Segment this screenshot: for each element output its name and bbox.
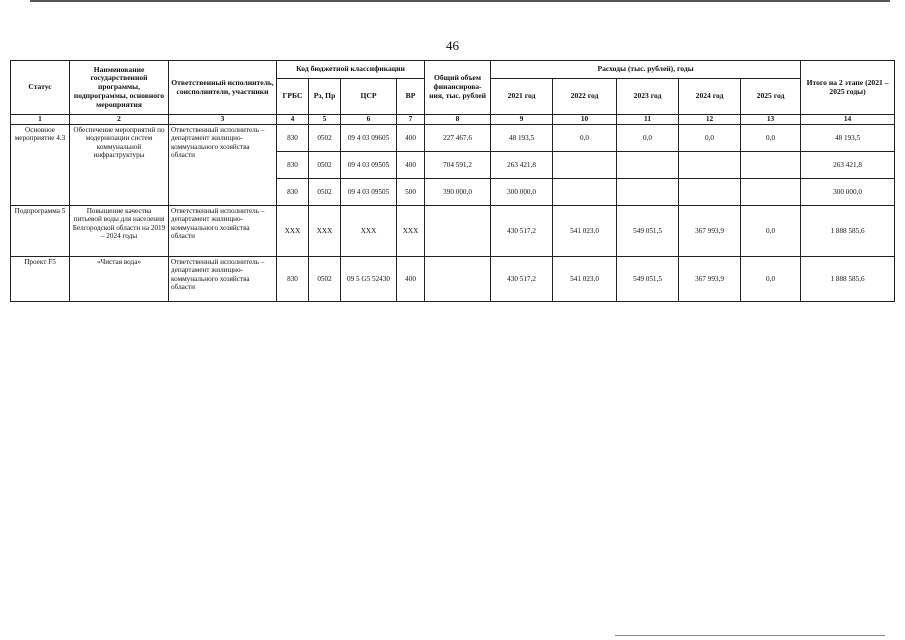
y2024-cell: 0,0	[679, 125, 741, 152]
header-row-1	[11, 61, 895, 79]
rz-pr-cell: 0502	[309, 152, 341, 179]
table-row-subprogram-5	[11, 206, 895, 257]
sum-cell: 48 193,5	[801, 125, 895, 152]
table-row-measure-4-3-line-1	[11, 125, 895, 152]
total-cell	[425, 206, 491, 257]
col-num: 3	[169, 115, 277, 125]
header-2025: 2025 год	[741, 79, 801, 115]
name-cell: Обеспечение мероприятий по модернизации систем коммунальной инфраструктуры	[70, 125, 169, 206]
y2023-cell	[617, 179, 679, 206]
col-num: 12	[679, 115, 741, 125]
header-vr: ВР	[397, 79, 425, 115]
header-2022: 2022 год	[553, 79, 617, 115]
y2024-cell: 367 993,9	[679, 257, 741, 302]
header-csr: ЦСР	[341, 79, 397, 115]
y2021-cell: 300 000,0	[491, 179, 553, 206]
csr-cell: 09 4 03 09505	[341, 179, 397, 206]
header-status: Статус	[11, 61, 70, 115]
grbs-cell: ХХХ	[277, 206, 309, 257]
responsible-cell: Ответственный исполнитель – департамент жилищно-коммунального хозяйства области	[169, 206, 277, 257]
header-2021: 2021 год	[491, 79, 553, 115]
grbs-cell: 830	[277, 179, 309, 206]
y2023-cell: 549 051,5	[617, 257, 679, 302]
y2022-cell: 541 023,0	[553, 257, 617, 302]
header-grbs: ГРБС	[277, 79, 309, 115]
budget-table	[10, 60, 895, 302]
col-num: 10	[553, 115, 617, 125]
header-rz-pr: Рз, Пр	[309, 79, 341, 115]
status-cell: Основное мероприятие 4.3	[11, 125, 70, 206]
col-num: 4	[277, 115, 309, 125]
column-number-row	[11, 115, 895, 125]
y2025-cell: 0,0	[741, 257, 801, 302]
header-budget-code: Код бюджетной классификации	[277, 61, 425, 79]
name-cell: Повышение качества питьевой воды для населения Белгородской области на 2019 – 2024 годы	[70, 206, 169, 257]
scan-bottom-edge	[615, 635, 885, 636]
rz-pr-cell: 0502	[309, 257, 341, 302]
y2021-cell: 48 193,5	[491, 125, 553, 152]
grbs-cell: 830	[277, 257, 309, 302]
sum-cell: 300 000,0	[801, 179, 895, 206]
responsible-cell: Ответственный исполнитель – департамент жилищно-коммунального хозяйства области	[169, 125, 277, 206]
y2022-cell	[553, 152, 617, 179]
col-num: 13	[741, 115, 801, 125]
y2023-cell: 549 051,5	[617, 206, 679, 257]
total-cell: 390 000,0	[425, 179, 491, 206]
header-stage-total: Итого на 2 этапе (2021 – 2025 годы)	[801, 61, 895, 115]
csr-cell: 09 4 03 09605	[341, 125, 397, 152]
col-num: 5	[309, 115, 341, 125]
header-responsible: Ответственный исполнитель, соисполнители, участники	[169, 61, 277, 115]
y2021-cell: 430 517,2	[491, 206, 553, 257]
page-number: 46	[446, 38, 459, 53]
col-num: 7	[397, 115, 425, 125]
y2023-cell	[617, 152, 679, 179]
col-num: 11	[617, 115, 679, 125]
vr-cell: ХХХ	[397, 206, 425, 257]
sum-cell: 263 421,8	[801, 152, 895, 179]
name-cell: «Чистая вода»	[70, 257, 169, 302]
y2025-cell	[741, 152, 801, 179]
rz-pr-cell: 0502	[309, 125, 341, 152]
responsible-cell: Ответственный исполнитель – департамент жилищно-коммунального хозяйства области	[169, 257, 277, 302]
y2021-cell: 430 517,2	[491, 257, 553, 302]
scan-top-edge	[30, 0, 890, 2]
sum-cell: 1 888 585,6	[801, 257, 895, 302]
y2022-cell: 0,0	[553, 125, 617, 152]
header-total-volume: Общий объем финансирова-ния, тыс. рублей	[425, 61, 491, 115]
header-name: Наименование государственной программы, подпрограммы, основного мероприятия	[70, 61, 169, 115]
rz-pr-cell: ХХХ	[309, 206, 341, 257]
csr-cell: 09 4 03 09505	[341, 152, 397, 179]
col-num: 1	[11, 115, 70, 125]
col-num: 9	[491, 115, 553, 125]
header-2024: 2024 год	[679, 79, 741, 115]
header-2023: 2023 год	[617, 79, 679, 115]
vr-cell: 400	[397, 125, 425, 152]
y2024-cell	[679, 152, 741, 179]
grbs-cell: 830	[277, 125, 309, 152]
rz-pr-cell: 0502	[309, 179, 341, 206]
y2022-cell: 541 023,0	[553, 206, 617, 257]
header-expenses: Расходы (тыс. рублей), годы	[491, 61, 801, 79]
total-cell	[425, 257, 491, 302]
col-num: 14	[801, 115, 895, 125]
total-cell: 227 467,6	[425, 125, 491, 152]
col-num: 2	[70, 115, 169, 125]
sum-cell: 1 888 585,6	[801, 206, 895, 257]
status-cell: Подпрограмма 5	[11, 206, 70, 257]
grbs-cell: 830	[277, 152, 309, 179]
csr-cell: 09 5 G5 52430	[341, 257, 397, 302]
y2024-cell: 367 993,9	[679, 206, 741, 257]
y2025-cell: 0,0	[741, 125, 801, 152]
vr-cell: 500	[397, 179, 425, 206]
vr-cell: 400	[397, 257, 425, 302]
col-num: 8	[425, 115, 491, 125]
y2025-cell	[741, 179, 801, 206]
csr-cell: ХХХ	[341, 206, 397, 257]
status-cell: Проект F5	[11, 257, 70, 302]
y2024-cell	[679, 179, 741, 206]
col-num: 6	[341, 115, 397, 125]
y2023-cell: 0,0	[617, 125, 679, 152]
y2022-cell	[553, 179, 617, 206]
table-row-project-f5	[11, 257, 895, 302]
vr-cell: 400	[397, 152, 425, 179]
y2025-cell: 0,0	[741, 206, 801, 257]
total-cell: 704 591,2	[425, 152, 491, 179]
y2021-cell: 263 421,8	[491, 152, 553, 179]
